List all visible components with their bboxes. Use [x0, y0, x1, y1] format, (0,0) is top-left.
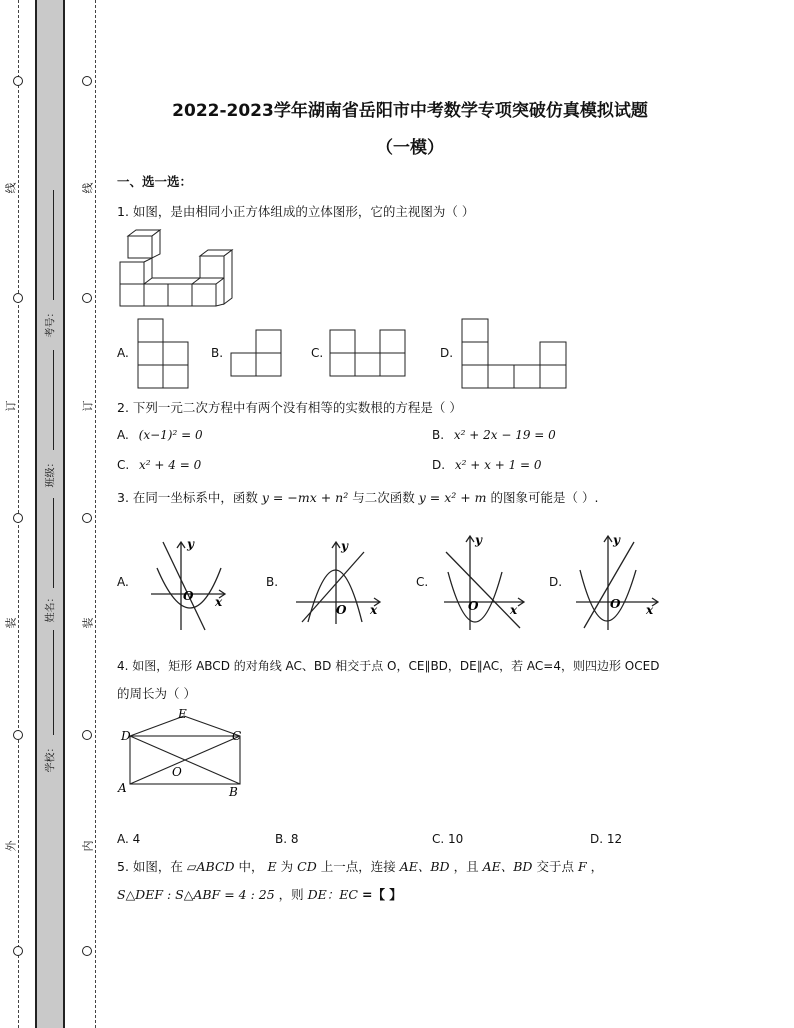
- q2-option-b[interactable]: [432, 428, 556, 442]
- q5-segment-cd: CD: [297, 859, 317, 874]
- q4-point-a: A: [118, 781, 127, 795]
- q3-graph-a: [145, 538, 235, 633]
- q2-stem: 2. 下列一元二次方程中有两个没有相等的实数根的方程是（ ）: [117, 400, 462, 415]
- class-blank[interactable]: [53, 350, 54, 450]
- q5-line2-b: ，则: [278, 887, 304, 902]
- name-blank[interactable]: [53, 498, 54, 588]
- q1-stem: 1. 如图，是由相同小正方体组成的立体图形，它的主视图为（ ）: [117, 204, 475, 219]
- hole-circle: [82, 513, 92, 523]
- margin-char-zhuang-inner: 装: [81, 617, 95, 629]
- q3-c-y: y: [475, 533, 482, 547]
- q2-option-c-expr: x² + 4 = 0: [139, 458, 202, 472]
- exam-number-blank[interactable]: [53, 190, 54, 300]
- hole-circle: [82, 946, 92, 956]
- q5-stem-b: 中，: [238, 859, 264, 874]
- q1-solid-figure: [118, 228, 238, 308]
- q4-point-e: E: [178, 707, 187, 721]
- margin-char-zhuang: 装: [4, 617, 18, 629]
- q3-b-x: x: [370, 603, 378, 617]
- q4-rectangle-figure: [116, 706, 251, 798]
- q3-d-y: y: [613, 533, 620, 547]
- q2-option-c-label: C.: [117, 458, 130, 472]
- q3-option-c-label[interactable]: C.: [416, 575, 429, 589]
- q3-option-a-label[interactable]: A.: [117, 575, 129, 589]
- q2-option-d-label: D.: [432, 458, 446, 472]
- margin-char-ding-inner: 订: [81, 400, 95, 412]
- q5-stem-c: 为: [280, 859, 294, 874]
- q5-stem-d: 上一点，连接: [320, 859, 396, 874]
- q1-option-a-figure: [137, 318, 191, 390]
- q4-point-o: O: [172, 765, 182, 779]
- hole-circle: [13, 730, 23, 740]
- binding-strip: [35, 0, 65, 1028]
- q3-option-b-label[interactable]: B.: [266, 575, 279, 589]
- q3-expr-quadratic: y = x² + m: [418, 490, 487, 505]
- q3-a-x: x: [215, 595, 223, 609]
- q3-graph-b: [292, 538, 387, 628]
- q1-option-b-label[interactable]: B.: [211, 346, 224, 360]
- q3-b-y: y: [341, 539, 348, 553]
- q5-stem-a: 5. 如图，在: [117, 859, 183, 874]
- q4-option-b[interactable]: B. 8: [275, 832, 299, 846]
- q5-segments-2: AE、BD: [482, 859, 533, 874]
- q5-stem-g: ，: [590, 859, 604, 874]
- hole-circle: [13, 293, 23, 303]
- hole-circle: [13, 76, 23, 86]
- q4-stem-line2: 的周长为（ ）: [117, 686, 196, 701]
- q3-stem-a: 3. 在同一坐标系中，函数: [117, 490, 258, 505]
- margin-char-xian-inner: 线: [81, 182, 95, 194]
- margin-char-nei-inner: 内: [81, 840, 95, 852]
- q2-option-a-label: A.: [117, 428, 129, 442]
- class-label: 班级：: [45, 457, 57, 488]
- q5-stem-e: ，且: [453, 859, 479, 874]
- q2-option-d[interactable]: [432, 458, 542, 472]
- q4-option-c[interactable]: C. 10: [432, 832, 464, 846]
- q5-area-ratio: S△DEF : S△ABF = 4 : 25: [117, 887, 275, 902]
- q3-stem: [117, 488, 598, 506]
- q5-point-e: E: [267, 859, 277, 874]
- q3-d-o: O: [610, 597, 621, 611]
- q1-option-d-label[interactable]: D.: [440, 346, 454, 360]
- margin-char-wai: 外: [4, 840, 18, 852]
- q3-c-o: O: [468, 599, 479, 613]
- q3-graph-d: [574, 532, 664, 632]
- q2-option-d-expr: x² + x + 1 = 0: [454, 458, 542, 472]
- q5-segments: AE、BD: [399, 859, 450, 874]
- q1-option-b-figure: [230, 329, 284, 377]
- q3-expr-linear: y = −mx + n²: [261, 490, 349, 505]
- margin-char-xian: 线: [4, 182, 18, 194]
- q3-c-x: x: [510, 603, 518, 617]
- q2-option-a[interactable]: [117, 428, 203, 442]
- hole-circle: [82, 76, 92, 86]
- hole-circle: [13, 946, 23, 956]
- q1-option-c-label[interactable]: C.: [311, 346, 324, 360]
- school-label: 学校：: [45, 742, 57, 773]
- q3-a-y: y: [187, 537, 194, 551]
- q5-point-f: F: [577, 859, 587, 874]
- hole-circle: [82, 293, 92, 303]
- q4-option-a[interactable]: A. 4: [117, 832, 141, 846]
- q3-b-o: O: [336, 603, 347, 617]
- q3-stem-c: 的图象可能是（ ）.: [490, 490, 599, 505]
- q3-stem-b: 与二次函数: [352, 490, 415, 505]
- q2-option-b-label: B.: [432, 428, 445, 442]
- q3-option-d-label[interactable]: D.: [549, 575, 563, 589]
- q5-stem-line2: [117, 885, 402, 903]
- q4-option-d[interactable]: D. 12: [590, 832, 623, 846]
- q2-option-a-expr: (x−1)² = 0: [138, 428, 203, 442]
- q1-option-d-figure: [461, 318, 569, 390]
- q4-stem-line1: 4. 如图，矩形 ABCD 的对角线 AC、BD 相交于点 O，CE∥BD，DE∥AC，若 AC=4，则四边形 OCED: [117, 659, 660, 673]
- hole-circle: [82, 730, 92, 740]
- q5-stem-f: 交于点: [536, 859, 574, 874]
- margin-char-ding: 订: [4, 400, 18, 412]
- q4-point-c: C: [232, 729, 242, 743]
- q5-stem-line1: [117, 857, 603, 875]
- page-subtitle: （一模）: [376, 138, 444, 158]
- q5-parallelogram: ▱ABCD: [186, 859, 235, 874]
- page-title: 2022-2023学年湖南省岳阳市中考数学专项突破仿真模拟试题: [172, 101, 648, 121]
- q4-point-b: B: [229, 785, 238, 799]
- q3-graph-c: [440, 532, 530, 632]
- section-heading: 一、选一选：: [117, 174, 193, 189]
- q3-d-x: x: [646, 603, 654, 617]
- school-blank[interactable]: [53, 630, 54, 735]
- q5-line2-c: =【 】: [361, 887, 402, 902]
- q2-option-c[interactable]: [117, 458, 201, 472]
- q5-de-ec: DE：EC: [307, 887, 358, 902]
- q1-option-c-figure: [329, 329, 409, 377]
- q1-option-a-label[interactable]: A.: [117, 346, 129, 360]
- hole-circle: [13, 513, 23, 523]
- q2-option-b-expr: x² + 2x − 19 = 0: [453, 428, 556, 442]
- name-label: 姓名：: [45, 592, 57, 623]
- q4-point-d: D: [121, 729, 131, 743]
- q3-a-o: O: [183, 589, 194, 603]
- exam-number-label: 考号：: [45, 307, 57, 338]
